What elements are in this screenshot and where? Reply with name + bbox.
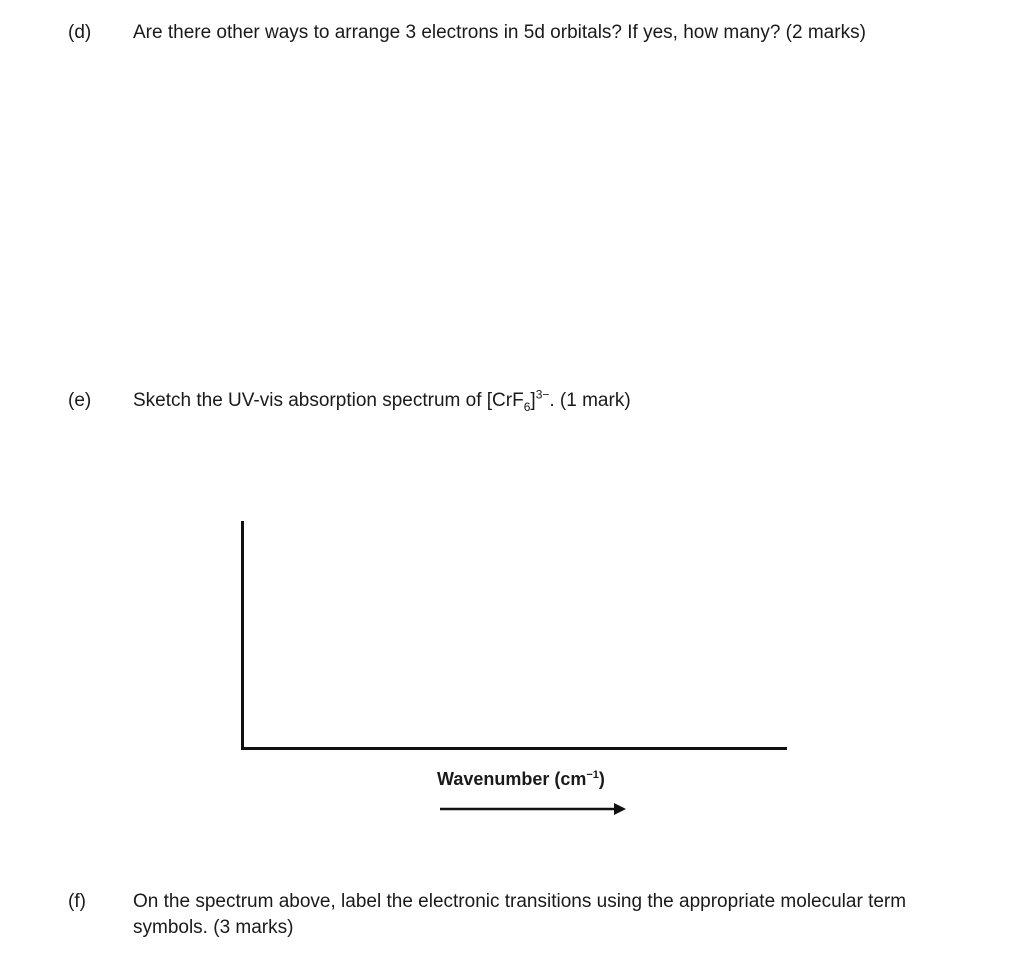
question-e-text: [133, 388, 973, 414]
x-axis-label-superscript: −1: [586, 769, 599, 781]
question-e-label: (e): [68, 390, 92, 411]
question-d-text: Are there other ways to arrange 3 electrons in 5d orbitals? If yes, how many? (2 marks): [133, 22, 866, 43]
question-e-superscript: 3−: [535, 387, 550, 402]
spectrum-x-axis: [241, 747, 787, 750]
x-axis-label-close: ): [598, 769, 605, 789]
question-f-label: (f): [68, 891, 86, 912]
question-e-text-main: Sketch the UV-vis absorption spectrum of [CrF: [133, 390, 524, 411]
question-e-text-end: . (1 mark): [549, 390, 631, 411]
question-f-text: On the spectrum above, label the electronic transitions using the appropriate molecular term symbols. (3 marks): [133, 891, 907, 938]
spectrum-y-axis: [241, 521, 244, 750]
x-axis-label-main: Wavenumber (cm: [437, 769, 587, 789]
question-e-subscript: 6: [523, 399, 531, 414]
question-e-bracket: ]: [530, 390, 536, 411]
spectrum-x-axis-label: [437, 767, 605, 791]
question-d-label: (d): [68, 22, 92, 43]
right-arrow-icon: [440, 802, 630, 816]
